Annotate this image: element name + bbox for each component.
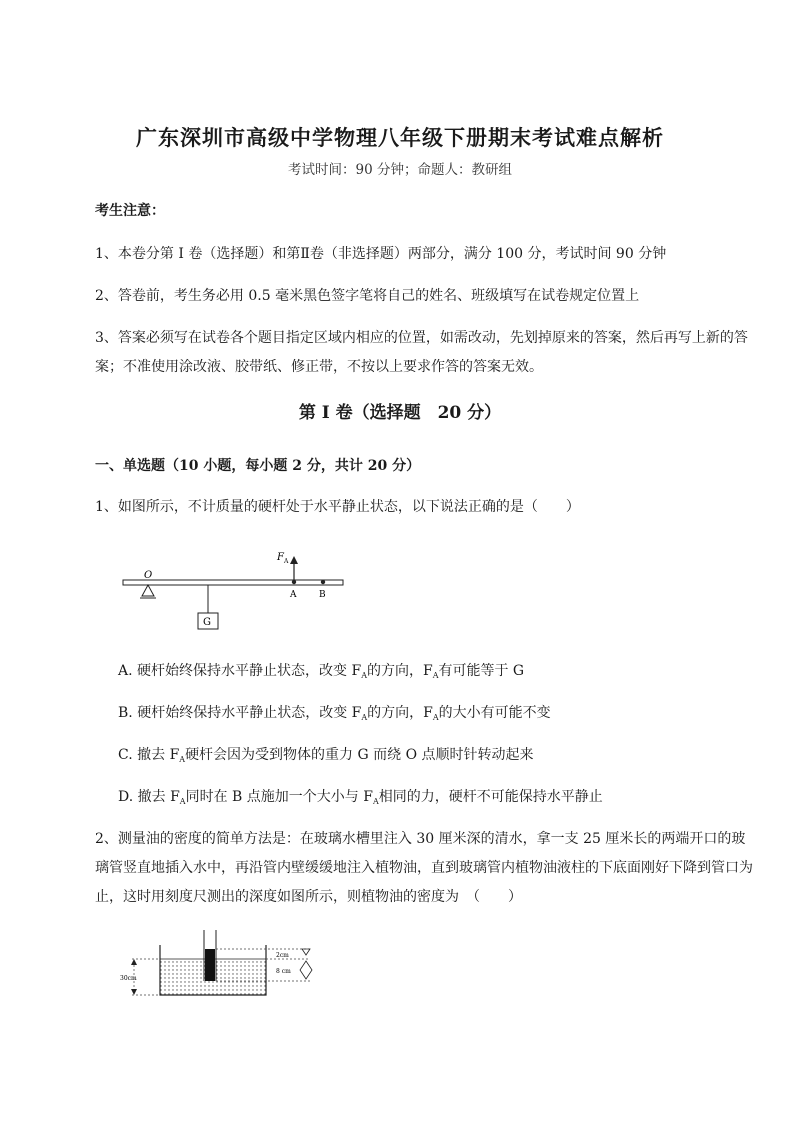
- option-b-text-1: B. 硬杆始终保持水平静止状态，改变 F: [118, 705, 362, 721]
- option-c-text-1: C. 撤去 F: [118, 747, 180, 763]
- option-c[interactable]: [118, 744, 758, 771]
- force-subscript: A: [284, 558, 289, 565]
- option-a-sub-2: A: [432, 671, 439, 680]
- option-b-sub-2: A: [432, 713, 439, 722]
- option-c-text-2: 硬杆会因为受到物体的重力 G 而绕 O 点顺时针转动起来: [185, 747, 534, 763]
- weight-label: G: [203, 617, 211, 628]
- tank-figure: [120, 925, 330, 1003]
- right-top-marker: [302, 949, 310, 955]
- lever-figure: [110, 540, 360, 635]
- force-label: F: [277, 552, 284, 563]
- force-arrow-head: [290, 556, 298, 564]
- pivot-triangle: [142, 585, 154, 596]
- notice-item-1: 1、本卷分第 I 卷（选择题）和第Ⅱ卷（非选择题）两部分，满分 100 分，考试时间 90 分钟: [95, 246, 667, 262]
- option-d-text-1: D. 撤去 F: [118, 789, 180, 805]
- oil-column: [205, 949, 215, 981]
- option-b-sub-1: A: [361, 713, 368, 722]
- lever-rod: [123, 580, 343, 585]
- point-b-dot: [321, 580, 325, 584]
- option-d-sub-1: A: [179, 797, 186, 806]
- notice-item-3: 3、答案必须写在试卷各个题目指定区域内相应的位置，如需改动，先划掉原来的答案，然后再写上新的答案；不准使用涂改液、胶带纸、修正带，不按以上要求作答的答案无效。: [95, 330, 748, 375]
- option-b-text-2: 的方向，F: [367, 705, 433, 721]
- part-heading: 一、单选题（10 小题，每小题 2 分，共计 20 分）: [95, 458, 421, 474]
- option-d[interactable]: [118, 786, 758, 813]
- exam-info: 考试时间：90 分钟；命题人：教研组: [288, 162, 512, 178]
- option-c-sub-1: A: [179, 755, 186, 764]
- point-b-label: B: [319, 590, 326, 600]
- question-2-stem: 2、测量油的密度的简单方法是：在玻璃水槽里注入 30 厘米深的清水，拿一支 25 厘米长的两端开口的玻璃管竖直地插入水中，再沿管内壁缓缓地注入植物油，直到玻璃管内植物油液柱的下底面刚好下降到管口为止，这时用刻度尺测出的深度如图所示，则植物油的密度为 （ ）: [95, 831, 753, 905]
- notice-heading: 考生注意：: [95, 203, 165, 219]
- right-mid-marker: [300, 961, 312, 979]
- option-d-text-2: 同时在 B 点施加一个大小与 F: [185, 789, 373, 805]
- notice-item-2: 2、答卷前，考生务必用 0.5 毫米黑色签字笔将自己的姓名、班级填写在试卷规定位置上: [95, 288, 640, 304]
- option-b[interactable]: [118, 702, 758, 729]
- option-a-text-2: 的方向，F: [366, 663, 433, 679]
- left-arrow-up: [131, 959, 137, 965]
- option-b-text-3: 的大小有可能不变: [438, 705, 551, 721]
- option-a-text-3: 有可能等于 G: [438, 663, 525, 679]
- left-dimension-label: 30cm: [120, 975, 137, 982]
- pivot-label: O: [144, 570, 153, 581]
- point-a-label: A: [290, 590, 297, 600]
- point-a-dot: [292, 580, 296, 584]
- section-title: 第 I 卷（选择题 20 分）: [298, 403, 502, 423]
- right-mid-label: 8 cm: [276, 968, 291, 975]
- option-d-sub-2: A: [372, 797, 379, 806]
- left-arrow-down: [131, 989, 137, 995]
- page-title: 广东深圳市高级中学物理八年级下册期末考试难点解析: [136, 125, 664, 150]
- question-1-stem: 1、如图所示，不计质量的硬杆处于水平静止状态，以下说法正确的是（ ）: [95, 499, 580, 515]
- option-a-sub-1: A: [361, 671, 367, 680]
- right-top-label: 2cm: [276, 952, 289, 959]
- option-d-text-3: 相同的力，硬杆不可能保持水平静止: [378, 789, 603, 805]
- option-a-text-1: A. 硬杆始终保持水平静止状态，改变 F: [118, 663, 362, 679]
- option-a[interactable]: [118, 660, 758, 687]
